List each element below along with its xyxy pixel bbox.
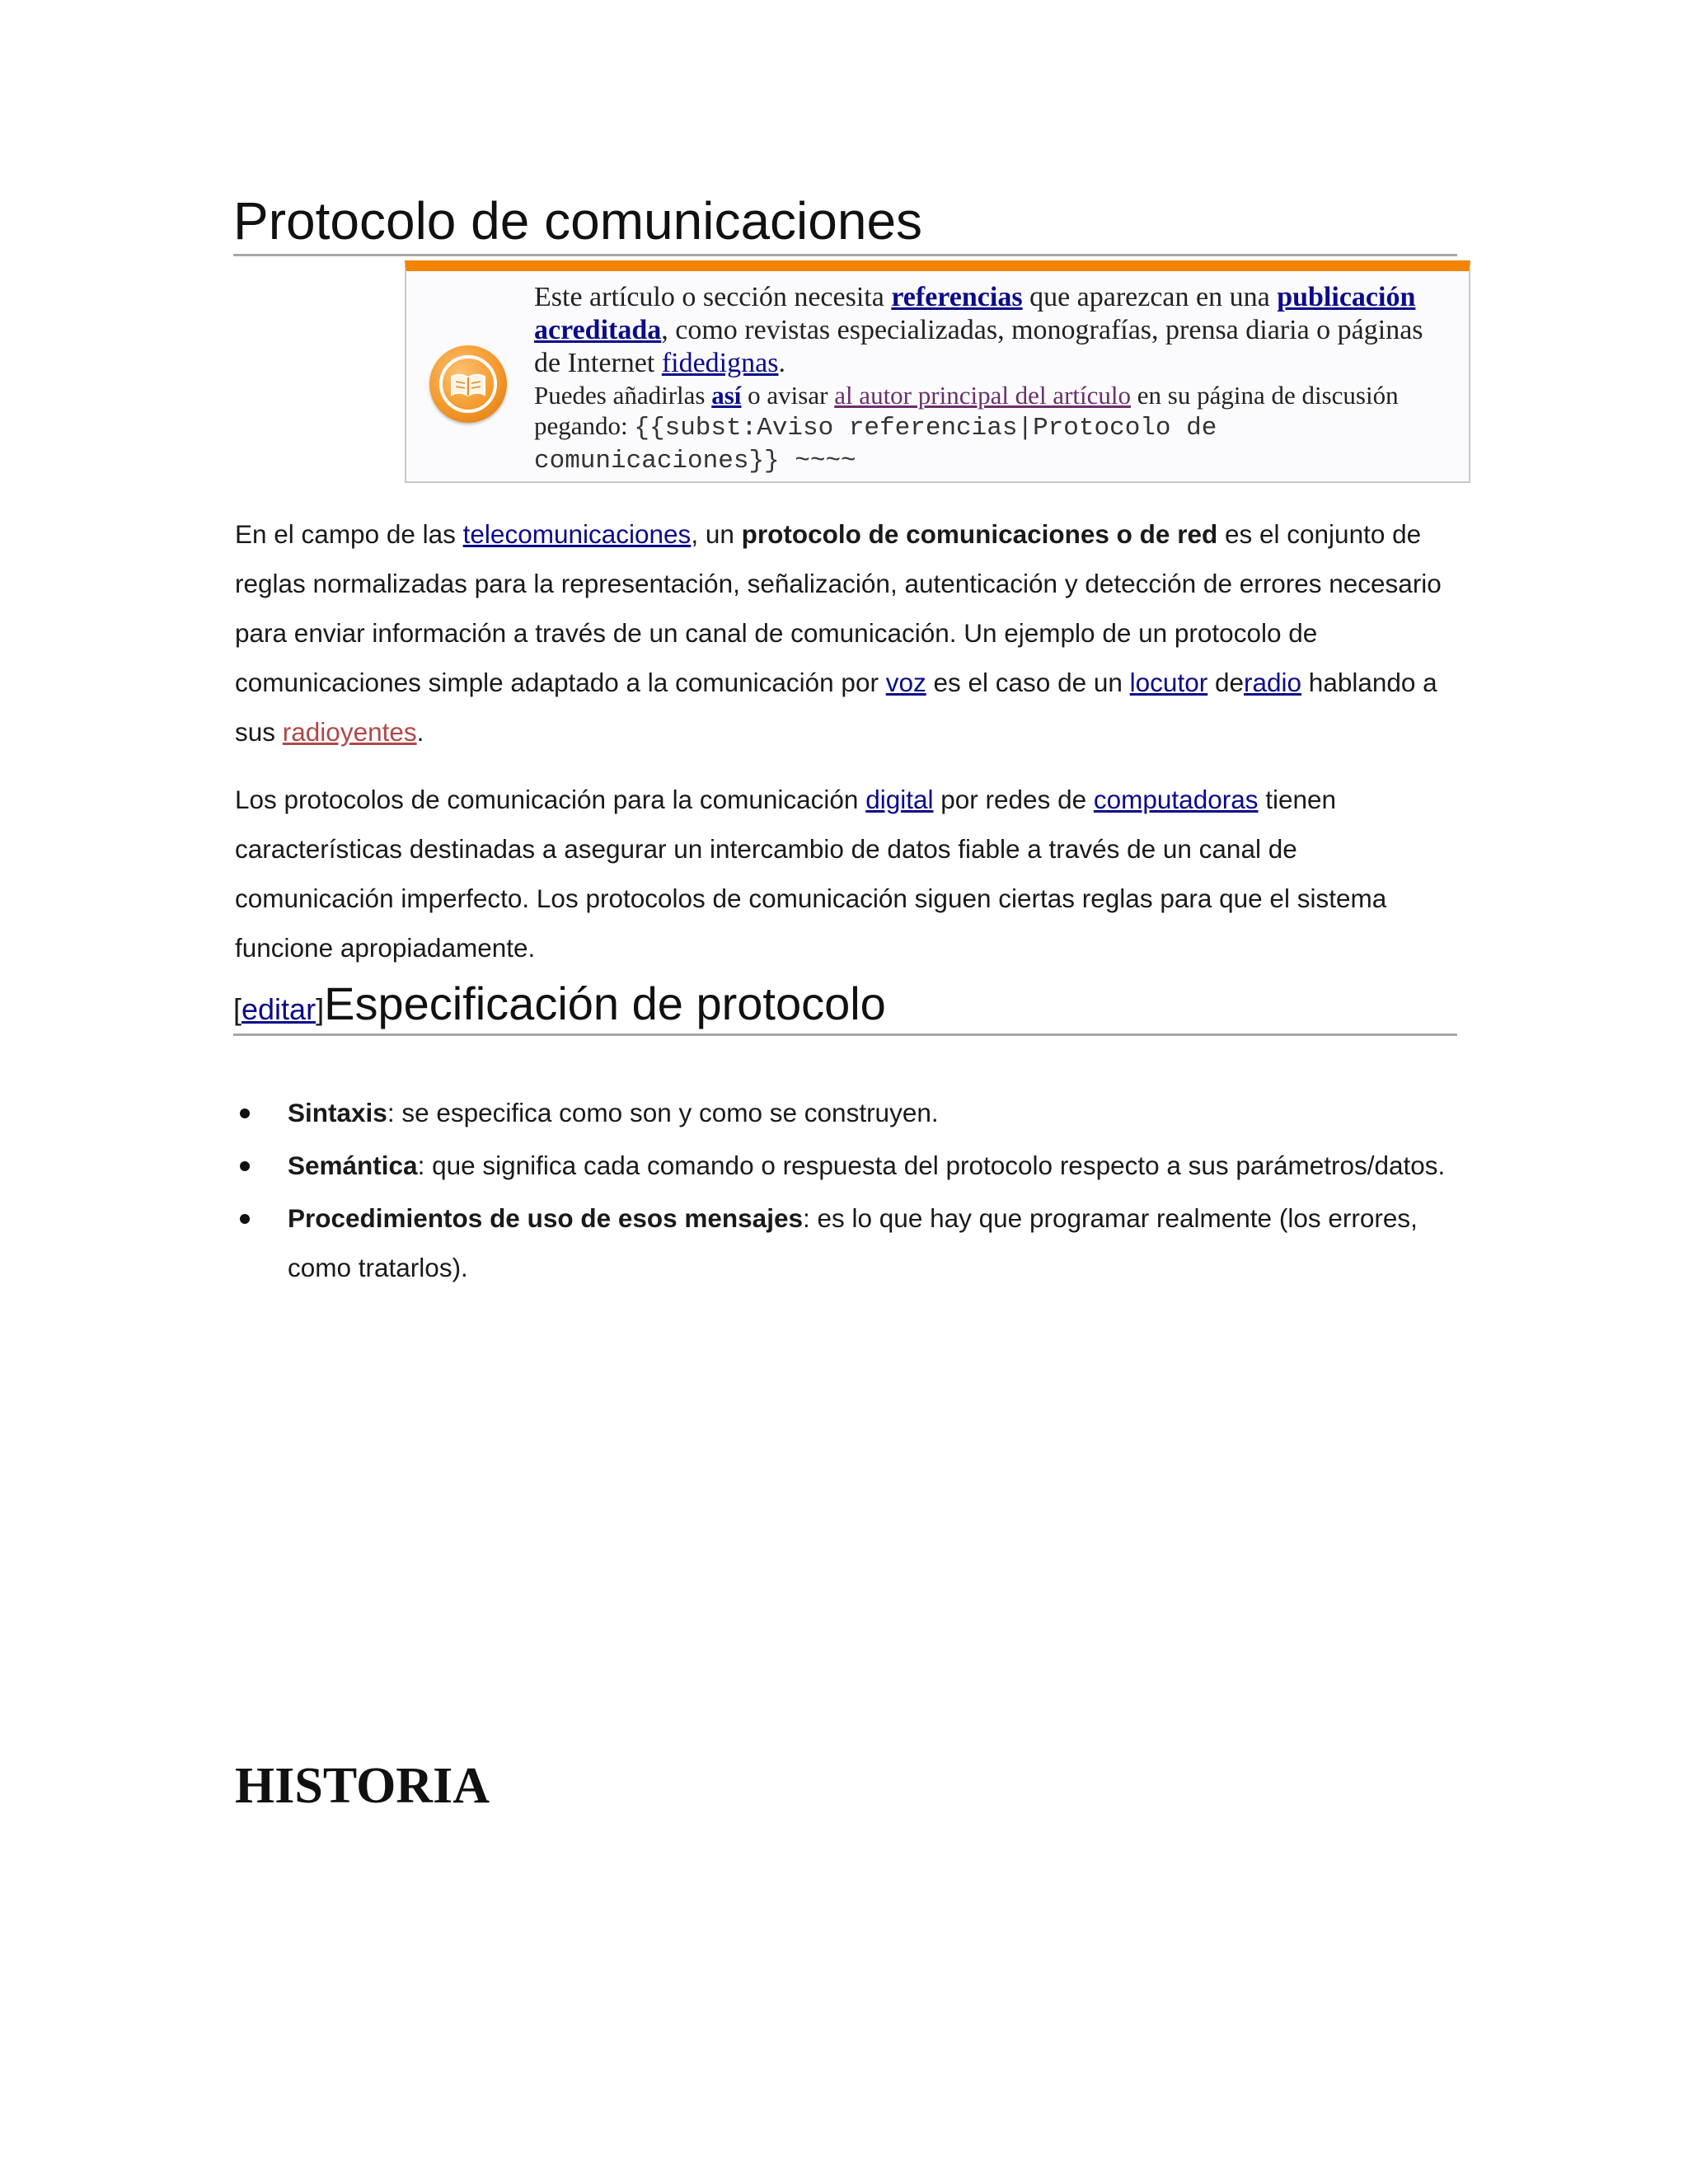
link-radioyentes[interactable]: radioyentes — [282, 717, 417, 747]
notice-text-2: que aparezcan en una — [1022, 282, 1278, 312]
specification-list — [235, 1088, 1455, 1296]
link-radio[interactable]: radio — [1244, 668, 1302, 697]
list-item-text: : se especifica como son y como se construyen. — [387, 1098, 939, 1127]
list-item-term: Procedimientos de uso de esos mensajes — [288, 1203, 803, 1233]
notice-text-4: . — [778, 348, 785, 378]
notice-secondary-line — [534, 380, 1453, 476]
book-icon — [429, 345, 507, 423]
bullet-icon — [240, 1108, 250, 1118]
edit-bracket-close: ] — [316, 992, 325, 1026]
p2-text-1: Los protocolos de comunicación para la comunicación — [235, 785, 866, 814]
list-item-text: : es lo que hay que programar realmente (los errores, como tratarlos). — [288, 1203, 1418, 1282]
notice-text-6: o avisar — [741, 381, 835, 410]
p1-text-7: . — [416, 717, 424, 747]
p1-text-4: es el caso de un — [926, 668, 1130, 697]
p1-text-5: de — [1207, 668, 1244, 697]
bullet-icon — [240, 1161, 250, 1171]
link-voz[interactable]: voz — [885, 668, 926, 697]
notice-text — [534, 281, 1453, 476]
link-computadoras[interactable]: computadoras — [1093, 785, 1259, 814]
p1-bold-term: protocolo de comunicaciones o de red — [741, 519, 1218, 549]
notice-text-7: en su página de discusión pegando: — [534, 381, 1399, 440]
edit-bracket-open: [ — [233, 992, 242, 1026]
notice-main-line — [534, 281, 1453, 380]
list-item — [235, 1193, 1455, 1292]
second-paragraph — [235, 775, 1455, 972]
section-title: Especificación de protocolo — [324, 977, 886, 1029]
historia-heading: HISTORIA — [235, 1758, 490, 1814]
references-notice-box — [405, 260, 1470, 483]
template-code: {{subst:Aviso referencias|Protocolo de comunicaciones}} ~~~~ — [534, 414, 1217, 476]
link-digital[interactable]: digital — [865, 785, 934, 814]
page-title: Protocolo de comunicaciones — [233, 191, 1457, 256]
list-item — [235, 1088, 1455, 1137]
p2-text-3: tienen características destinadas a asegurar un intercambio de datos fiable a través de un canal de comunicación imperfecto. Los protocolos de comunicación siguen ciertas reglas para que el sistema funcione apropiadamente. — [235, 785, 1387, 963]
intro-paragraph — [235, 509, 1455, 757]
link-referencias[interactable]: referencias — [891, 282, 1023, 312]
link-autor-principal[interactable]: al autor principal del artículo — [834, 381, 1131, 410]
list-item — [235, 1141, 1455, 1190]
link-asi[interactable]: así — [711, 381, 742, 410]
list-item-term: Sintaxis — [288, 1098, 387, 1127]
p1-text-6: hablando a sus — [235, 668, 1437, 747]
bullet-icon — [240, 1214, 250, 1224]
list-item-text: : que significa cada comando o respuesta del protocolo respecto a sus parámetros/datos. — [417, 1151, 1446, 1180]
link-fidedignas[interactable]: fidedignas — [661, 348, 779, 378]
link-locutor[interactable]: locutor — [1129, 668, 1208, 697]
link-telecomunicaciones[interactable]: telecomunicaciones — [462, 519, 692, 549]
link-publicacion-acreditada[interactable]: publicación acreditada — [534, 282, 1416, 345]
notice-text-5: Puedes añadirlas — [534, 381, 712, 410]
p1-text-1: En el campo de las — [235, 519, 463, 549]
p1-text-3: es el conjunto de reglas normalizadas para la representación, señalización, autenticación y detección de errores necesario para enviar información a través de un canal de comunicación. Un ejemplo de un protocolo de comunicaciones simple adaptado a la comunicación por — [235, 519, 1442, 697]
notice-text-1: Este artículo o sección necesita — [534, 282, 892, 312]
notice-text-3: , como revistas especializadas, monografías, prensa diaria o páginas de Internet — [534, 315, 1423, 378]
list-item-term: Semántica — [288, 1151, 418, 1180]
edit-section-link[interactable]: editar — [241, 992, 316, 1026]
p1-text-2: , un — [691, 519, 742, 549]
p2-text-2: por redes de — [933, 785, 1094, 814]
section-heading — [233, 977, 1457, 1036]
